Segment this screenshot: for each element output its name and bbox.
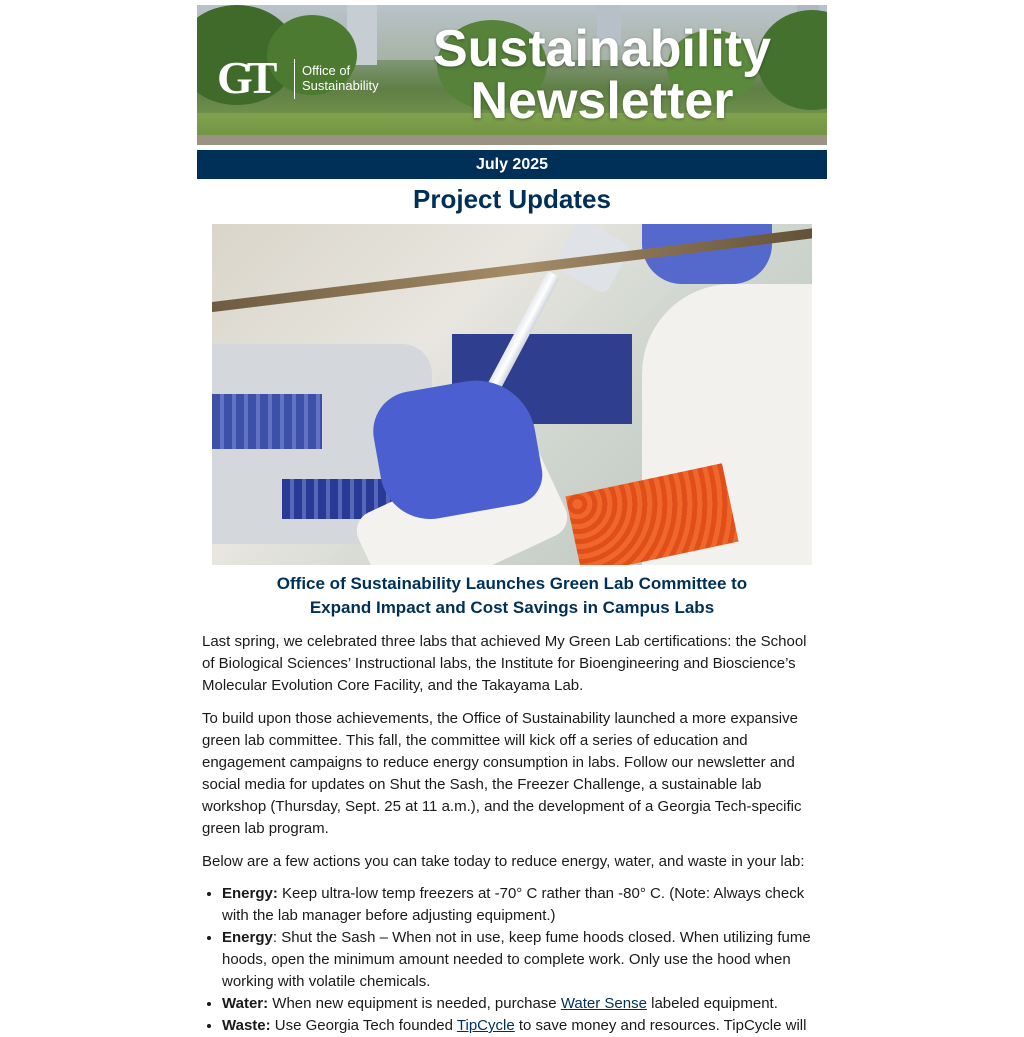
- article-paragraph: To build upon those achievements, the Office of Sustainability launched a more expansive green lab committee. This fall, the committee will kick off a series of education and engagement campaigns to reduce energy consumption in labs. Follow our newsletter and social media for updates on Shut the Sash, the Freezer Challenge, a sustainable lab workshop (Thursday, Sept. 25 at 11 a.m.), and the development of a Georgia Tech-specific green lab program.: [202, 710, 802, 837]
- list-item: [222, 883, 822, 927]
- article-headline: [197, 572, 827, 620]
- office-name-line2: Sustainability: [302, 78, 379, 93]
- issue-date: July 2025: [197, 150, 827, 179]
- water-sense-link[interactable]: Water Sense: [560, 995, 647, 1012]
- action-text: : Shut the Sash – When not in use, keep fume hoods closed. When utilizing fume hoods, open the minimum amount needed to complete work. Only use the hood when working with volatile chemicals.: [222, 929, 811, 990]
- article-body: [197, 631, 827, 1037]
- logo-divider: [294, 59, 295, 99]
- newsletter-banner: [197, 5, 827, 145]
- action-label: Energy:: [222, 885, 278, 902]
- list-item: [222, 927, 822, 993]
- action-text: labeled equipment.: [646, 995, 778, 1012]
- newsletter-title-line1: Sustainability: [432, 20, 772, 78]
- tipcycle-link[interactable]: TipCycle: [456, 1017, 515, 1034]
- actions-list: [202, 883, 822, 1037]
- list-item: [222, 993, 822, 1015]
- article-headline-line1: Office of Sustainability Launches Green Lab Committee to: [276, 574, 748, 593]
- gt-logo: GT: [217, 52, 272, 103]
- article-paragraph: Last spring, we celebrated three labs that achieved My Green Lab certifications: the School of Biological Sciences’ Instructional labs, the Institute for Bioengineering and Bioscience’s Molecular Evolution Core Facility, and the Takayama Lab.: [202, 633, 807, 694]
- newsletter-title-line2: Newsletter: [470, 72, 734, 130]
- action-text: to save money and resources. TipCycle will: [514, 1017, 807, 1034]
- office-name-line1: Office of: [302, 63, 351, 78]
- office-name: [302, 63, 379, 93]
- article-paragraph: Below are a few actions you can take today to reduce energy, water, and waste in your lab:: [202, 853, 805, 870]
- action-text: Use Georgia Tech founded: [270, 1017, 457, 1034]
- lab-photo: [212, 224, 812, 565]
- article-headline-line2: Expand Impact and Cost Savings in Campus Labs: [309, 598, 715, 617]
- action-text: When new equipment is needed, purchase: [268, 995, 561, 1012]
- action-label: Water:: [222, 995, 269, 1012]
- newsletter-title: [417, 20, 787, 130]
- action-text: Keep ultra-low temp freezers at -70° C rather than -80° C. (Note: Always check with the lab manager before adjusting equipment.): [222, 885, 805, 924]
- newsletter: [197, 5, 827, 1037]
- action-label: Waste:: [222, 1017, 271, 1034]
- action-label: Energy: [222, 929, 273, 946]
- list-item: [222, 1015, 822, 1037]
- section-title: Project Updates: [413, 184, 611, 214]
